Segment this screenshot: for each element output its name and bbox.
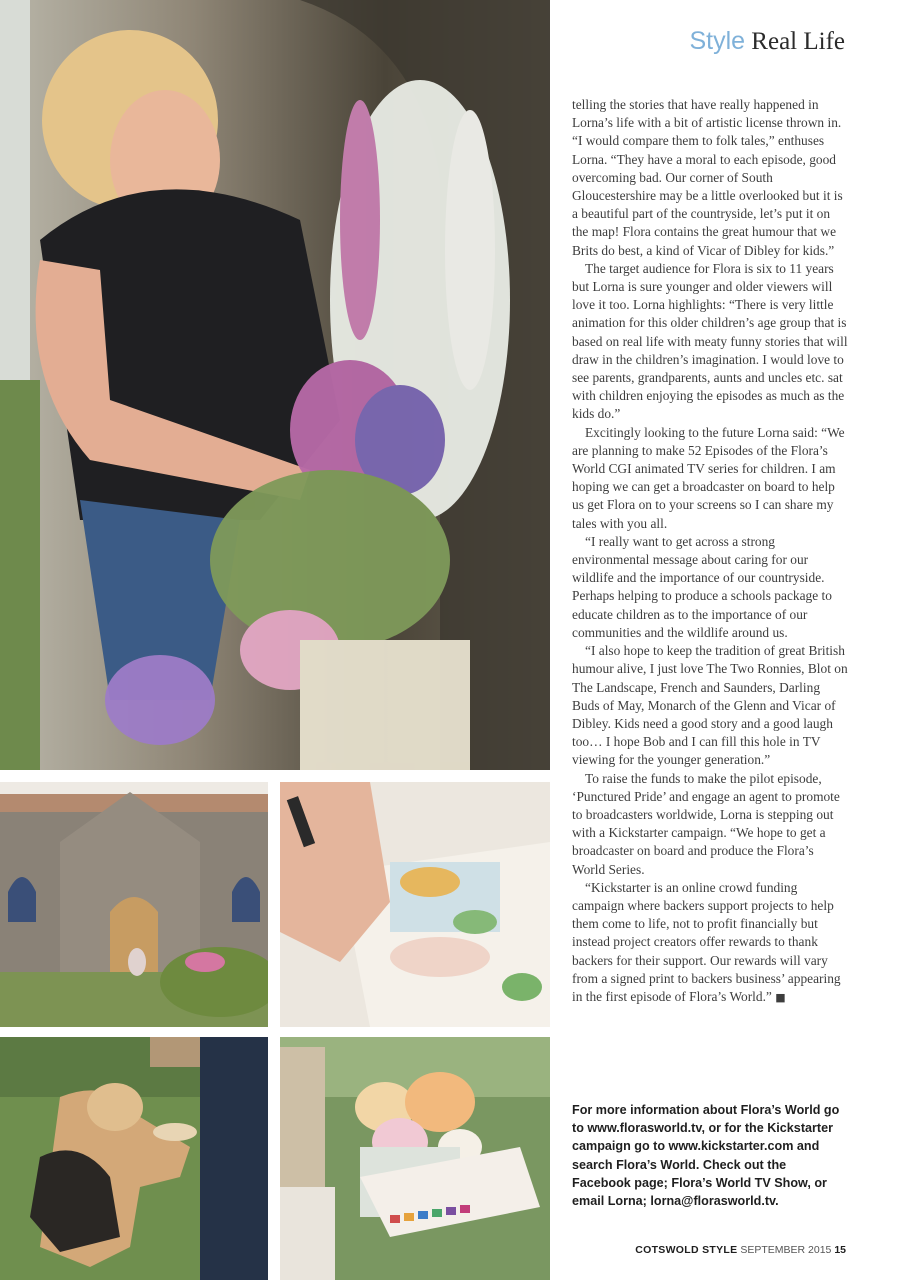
article-paragraph: The target audience for Flora is six to 11 years but Lorna is sure younger and older viewers will love it too. Lorna highlights: “There is very little animation for this older children’s age group that is based on real life with meaty funny stories that will draw in the children’s imagination. I would love to see parents, grandparents, aunts and uncles etc. sat with children enjoying the episodes as much as the kids do.” <box>572 260 848 422</box>
article-paragraph: “I really want to get across a strong environmental message about caring for our wildlife and the importance of our countryside. Perhaps helping to produce a schools package to educate children as to the importance of our communities and the wildlife around us. <box>572 533 832 640</box>
section-header <box>600 26 845 57</box>
section-style-label: Style <box>689 27 746 55</box>
article-body <box>572 96 848 1007</box>
magazine-name: COTSWOLD STYLE <box>635 1244 738 1256</box>
issue-date: SEPTEMBER 2015 <box>740 1244 832 1256</box>
page-number: 15 <box>834 1244 846 1256</box>
article-paragraph-text: “Kickstarter is an online crowd funding campaign where backers support projects to help them come to life, not to profit financially but instead project creators offer rewards to thank backers for their support. Our rewards will vary from a signed print to backers business’ appearing in the first episode of Flora’s World.” <box>572 879 841 1004</box>
watercolour-painting-photo <box>280 782 550 1027</box>
page-footer <box>560 1244 846 1256</box>
article-paragraph: Excitingly looking to the future Lorna said: “We are planning to make 52 Episodes of the Flora’s World CGI animated TV series for children. I am hoping we can get a broadcaster on board to help us get Flora on to your screens so I can share my tales with you all. <box>572 424 845 531</box>
article-paragraph: telling the stories that have really happened in Lorna’s life with a bit of artistic license thrown in. “I would compare them to folk tales,” enthuses Lorna. “They have a moral to each episode, good overcoming bad. Our corner of South Gloucestershire may be a little overlooked but it is a beautiful part of the countryside, let’s put it on the map! Flora contains the great humour that we Brits do best, a kind of Vicar of Dibley for kids.” <box>572 97 843 258</box>
end-mark-icon: ■ <box>775 990 786 1004</box>
section-title: Real Life <box>751 28 845 55</box>
roses-and-paint-palette-photo <box>280 1037 550 1280</box>
article-paragraph: To raise the funds to make the pilot episode, ‘Punctured Pride’ and engage an agent to promote to broadcasters worldwide, Lorna is stepping out with a Kickstarter campaign. “We hope to get a broadcaster on board and produce the Flora’s World Series. <box>572 770 840 877</box>
woman-arranging-flowers-photo <box>0 0 550 770</box>
article-paragraph: “I also hope to keep the tradition of great British humour alive, I just love The Two Ronnies, Blot on The Landscape, French and Saunders, Darling Buds of May, Monarch of the Glenn and Vicar of Dibley. Kids need a good story and a good laugh too… I hope Bob and I can fill this hole in TV viewing for the younger generation.” <box>572 643 848 768</box>
stone-church-photo <box>0 782 268 1027</box>
more-info-text: For more information about Flora’s World go to www.florasworld.tv, or for the Kickstarter campaign go to www.kickstarter.com and search Flora’s World. Check out the Facebook page; Flora’s World TV Show, or email Lorna; lorna@florasworld.tv. <box>572 1103 840 1209</box>
article-paragraph-final <box>572 879 848 1007</box>
terrier-dog-photo <box>0 1037 268 1280</box>
